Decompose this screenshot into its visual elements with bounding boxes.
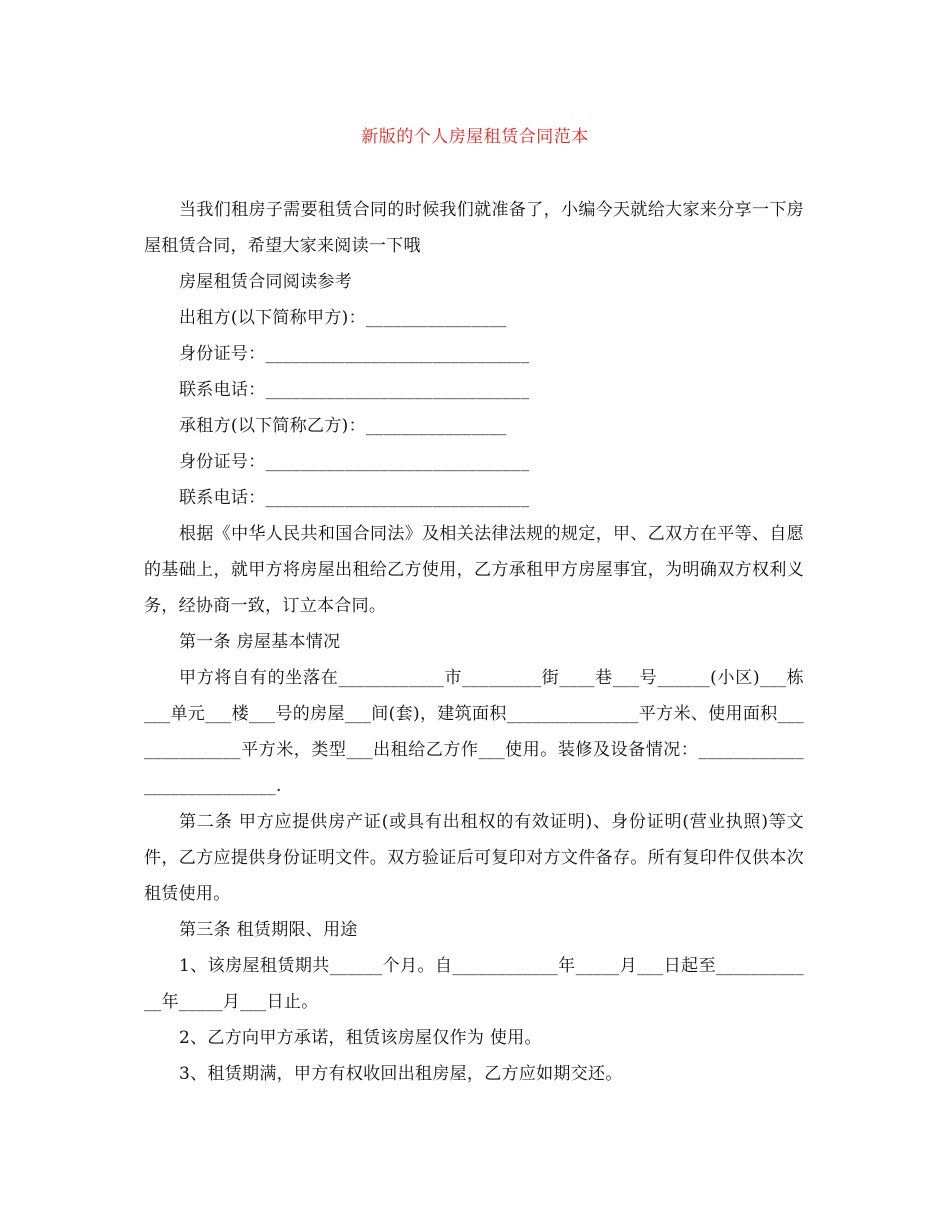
article-3-item-2: 2、乙方向甲方承诺，租赁该房屋仅作为 使用。 [179, 1028, 542, 1048]
lessee-phone-field: 联系电话：______________________________ [179, 488, 530, 508]
lessee-id-field: 身份证号：______________________________ [179, 452, 530, 472]
lessor-id-field: 身份证号：______________________________ [179, 344, 530, 364]
lessee-field: 承租方(以下简称乙方)：________________ [179, 416, 507, 436]
article-1-heading: 第一条 房屋基本情况 [179, 632, 341, 652]
article-3-item-1: 1、该房屋租赁期共______个月。自____________年_____月___日起至____________年_____月___日止。 [144, 956, 804, 1012]
preamble-paragraph: 根据《中华人民共和国合同法》及相关法律法规的规定，甲、乙双方在平等、自愿的基础上，就甲方将房屋出租给乙方使用，乙方承租甲方房屋事宜，为明确双方权利义务，经协商一致，订立本合同。 [144, 524, 804, 616]
intro-paragraph: 当我们租房子需要租赁合同的时候我们就准备了，小编今天就给大家来分享一下房屋租赁合同，希望大家来阅读一下哦 [144, 200, 804, 256]
article-1-paragraph: 甲方将自有的坐落在____________市_________街____巷___号______(小区)___栋___单元___楼___号的房屋___间(套)，建筑面积_______________平方米、使用面积______________平方米，类型___出租给乙方作___使用。装修及设备情况：___________________________. [144, 668, 804, 796]
reference-heading: 房屋租赁合同阅读参考 [179, 272, 352, 292]
article-3-item-3: 3、租赁期满，甲方有权收回出租房屋，乙方应如期交还。 [179, 1064, 623, 1084]
document-body [144, 192, 804, 1092]
lessor-phone-field: 联系电话：______________________________ [179, 380, 530, 400]
lessor-field: 出租方(以下简称甲方)：________________ [179, 308, 507, 328]
article-2-paragraph: 第二条 甲方应提供房产证(或具有出租权的有效证明)、身份证明(营业执照)等文件，乙方应提供身份证明文件。双方验证后可复印对方文件备存。所有复印件仅供本次租赁使用。 [144, 812, 804, 904]
article-3-heading: 第三条 租赁期限、用途 [179, 920, 358, 940]
page-title: 新版的个人房屋租赁合同范本 [361, 127, 589, 147]
